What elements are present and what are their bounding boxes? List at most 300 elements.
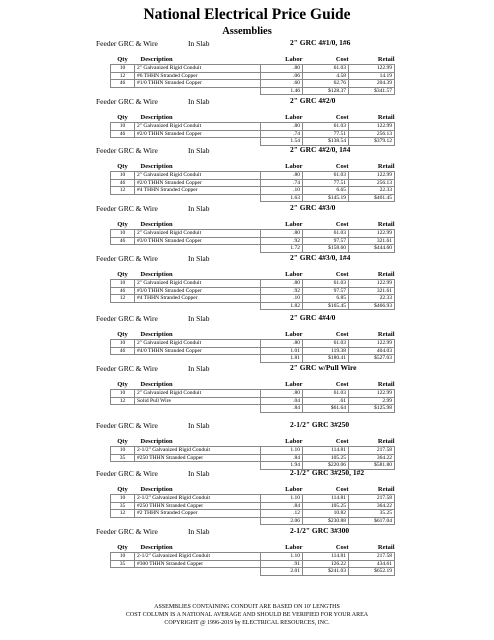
cell-retail: 2.99 bbox=[349, 397, 395, 405]
conduit-spec: 2" GRC 4#1/0, 1#6 bbox=[290, 38, 351, 47]
cell-description: 2-1/2" Galvanized Rigid Conduit bbox=[135, 553, 261, 561]
cell-qty: 10 bbox=[111, 340, 135, 348]
cell-labor: .10 bbox=[261, 187, 303, 195]
conduit-spec: 2" GRC 4#2/0, 1#4 bbox=[290, 145, 351, 154]
table-row bbox=[111, 390, 395, 398]
header-description: Description bbox=[140, 381, 173, 388]
header-cost: Cost bbox=[335, 221, 349, 228]
cell-qty: 46 bbox=[111, 80, 135, 88]
cell-retail: 204.39 bbox=[349, 80, 395, 88]
table-row bbox=[111, 237, 395, 245]
cell-retail: 22.33 bbox=[349, 295, 395, 303]
cell-retail: 122.99 bbox=[349, 280, 395, 288]
table-row bbox=[111, 447, 395, 455]
cell-cost: 61.03 bbox=[303, 280, 349, 288]
cell-qty: 46 bbox=[111, 287, 135, 295]
header-description: Description bbox=[140, 56, 173, 63]
feeder-type: Feeder GRC & Wire bbox=[96, 146, 158, 155]
header-description: Description bbox=[140, 331, 173, 338]
table-header-row bbox=[111, 113, 395, 123]
table-row bbox=[111, 287, 395, 295]
cell-labor: 1.10 bbox=[261, 553, 303, 561]
total-row bbox=[111, 245, 395, 253]
cell-qty: 46 bbox=[111, 130, 135, 138]
header-qty: Qty bbox=[117, 438, 128, 445]
assembly-table bbox=[110, 220, 395, 253]
total-cost: $158.60 bbox=[303, 245, 349, 253]
total-cost: $138.54 bbox=[303, 138, 349, 146]
cell-retail: 321.61 bbox=[349, 287, 395, 295]
page-title: National Electrical Price Guide bbox=[143, 6, 351, 23]
cell-description: 2" Galvanized Rigid Conduit bbox=[135, 390, 261, 398]
cell-description: #250 THHN Stranded Copper bbox=[135, 454, 261, 462]
table-header-row bbox=[111, 270, 395, 280]
feeder-location: In Slab bbox=[188, 314, 210, 323]
feeder-location: In Slab bbox=[188, 527, 210, 536]
cell-description: 2" Galvanized Rigid Conduit bbox=[135, 123, 261, 131]
cell-cost: 97.57 bbox=[303, 287, 349, 295]
cell-labor: .80 bbox=[261, 340, 303, 348]
feeder-location: In Slab bbox=[188, 39, 210, 48]
cell-qty: 46 bbox=[111, 179, 135, 187]
conduit-spec: 2" GRC 4#3/0, 1#4 bbox=[290, 253, 351, 262]
cell-labor: .84 bbox=[261, 454, 303, 462]
feeder-type: Feeder GRC & Wire bbox=[96, 254, 158, 263]
table-header-row bbox=[111, 55, 395, 65]
table-row bbox=[111, 172, 395, 180]
table-row bbox=[111, 397, 395, 405]
assembly-table bbox=[110, 270, 395, 310]
cell-description: #4 THHN Stranded Copper bbox=[135, 187, 261, 195]
cell-labor: .92 bbox=[261, 237, 303, 245]
cell-labor: .04 bbox=[261, 397, 303, 405]
total-cost: $61.64 bbox=[303, 405, 349, 413]
header-labor: Labor bbox=[285, 486, 303, 493]
assembly-section bbox=[0, 38, 494, 95]
feeder-type: Feeder GRC & Wire bbox=[96, 204, 158, 213]
cell-qty: 10 bbox=[111, 553, 135, 561]
cell-qty: 46 bbox=[111, 237, 135, 245]
total-retail: $652.19 bbox=[349, 568, 395, 576]
total-cost: $230.88 bbox=[303, 517, 349, 525]
feeder-type: Feeder GRC & Wire bbox=[96, 527, 158, 536]
total-labor: 1.94 bbox=[261, 462, 303, 470]
table-header-row bbox=[111, 543, 395, 553]
conduit-spec: 2" GRC 4#2/0 bbox=[290, 96, 336, 105]
cell-labor: .80 bbox=[261, 390, 303, 398]
feeder-line bbox=[0, 145, 494, 156]
header-retail: Retail bbox=[377, 163, 395, 170]
cell-retail: 122.99 bbox=[349, 172, 395, 180]
cell-description: 2" Galvanized Rigid Conduit bbox=[135, 172, 261, 180]
table-row bbox=[111, 340, 395, 348]
cell-labor: .12 bbox=[261, 510, 303, 518]
cell-labor: .10 bbox=[261, 295, 303, 303]
header-description: Description bbox=[140, 438, 173, 445]
feeder-line bbox=[0, 96, 494, 107]
total-blank bbox=[111, 87, 135, 95]
total-cost: $241.03 bbox=[303, 568, 349, 576]
feeder-line bbox=[0, 313, 494, 324]
total-blank bbox=[135, 194, 261, 202]
table-row bbox=[111, 454, 395, 462]
total-labor: 1.72 bbox=[261, 245, 303, 253]
header-labor: Labor bbox=[285, 381, 303, 388]
cell-cost: 114.81 bbox=[303, 495, 349, 503]
cell-retail: 217.58 bbox=[349, 553, 395, 561]
total-blank bbox=[135, 302, 261, 310]
feeder-location: In Slab bbox=[188, 97, 210, 106]
feeder-location: In Slab bbox=[188, 364, 210, 373]
assembly-section bbox=[0, 203, 494, 253]
header-retail: Retail bbox=[377, 544, 395, 551]
cell-qty: 10 bbox=[111, 123, 135, 131]
header-qty: Qty bbox=[117, 163, 128, 170]
header-qty: Qty bbox=[117, 114, 128, 121]
cell-labor: .80 bbox=[261, 172, 303, 180]
cell-description: #2/0 THHN Stranded Copper bbox=[135, 179, 261, 187]
table-row bbox=[111, 280, 395, 288]
total-blank bbox=[111, 405, 135, 413]
assembly-table bbox=[110, 437, 395, 470]
cell-description: 2-1/2" Galvanized Rigid Conduit bbox=[135, 495, 261, 503]
cell-cost: 61.03 bbox=[303, 340, 349, 348]
page-subtitle: Assemblies bbox=[222, 26, 272, 37]
feeder-line bbox=[0, 468, 494, 479]
total-row bbox=[111, 302, 395, 310]
feeder-type: Feeder GRC & Wire bbox=[96, 421, 158, 430]
total-retail: $379.12 bbox=[349, 138, 395, 146]
cell-labor: 1.01 bbox=[261, 347, 303, 355]
table-header-row bbox=[111, 485, 395, 495]
feeder-type: Feeder GRC & Wire bbox=[96, 314, 158, 323]
feeder-location: In Slab bbox=[188, 146, 210, 155]
total-blank bbox=[135, 568, 261, 576]
feeder-type: Feeder GRC & Wire bbox=[96, 469, 158, 478]
table-header-row bbox=[111, 162, 395, 172]
total-blank bbox=[135, 355, 261, 363]
cell-description: #2 THHN Stranded Copper bbox=[135, 510, 261, 518]
total-labor: 2.01 bbox=[261, 568, 303, 576]
header-description: Description bbox=[140, 486, 173, 493]
cell-cost: 61.03 bbox=[303, 172, 349, 180]
feeder-line bbox=[0, 203, 494, 214]
cell-labor: .92 bbox=[261, 287, 303, 295]
cell-labor: .91 bbox=[261, 560, 303, 568]
cell-retail: 35.25 bbox=[349, 510, 395, 518]
table-row bbox=[111, 347, 395, 355]
total-blank bbox=[111, 302, 135, 310]
cell-retail: 364.22 bbox=[349, 454, 395, 462]
header-cost: Cost bbox=[335, 486, 349, 493]
cell-description: #250 THHN Stranded Copper bbox=[135, 502, 261, 510]
table-row bbox=[111, 130, 395, 138]
header-description: Description bbox=[140, 544, 173, 551]
assembly-section bbox=[0, 253, 494, 310]
footer-line-2: COST COLUMN IS A NATIONAL AVERAGE AND SHOULD BE VERIFIED FOR YOUR AREA bbox=[125, 612, 369, 618]
total-labor: 1.81 bbox=[261, 355, 303, 363]
cell-qty: 35 bbox=[111, 502, 135, 510]
cell-retail: 364.22 bbox=[349, 502, 395, 510]
cell-labor: .80 bbox=[261, 230, 303, 238]
cell-description: #3/0 THHN Stranded Copper bbox=[135, 237, 261, 245]
table-header-row bbox=[111, 330, 395, 340]
header-labor: Labor bbox=[285, 56, 303, 63]
feeder-location: In Slab bbox=[188, 254, 210, 263]
header-qty: Qty bbox=[117, 56, 128, 63]
cell-cost: 119.38 bbox=[303, 347, 349, 355]
feeder-line bbox=[0, 526, 494, 537]
table-row bbox=[111, 187, 395, 195]
table-header-row bbox=[111, 380, 395, 390]
cell-qty: 46 bbox=[111, 347, 135, 355]
feeder-type: Feeder GRC & Wire bbox=[96, 364, 158, 373]
table-row bbox=[111, 510, 395, 518]
total-blank bbox=[135, 245, 261, 253]
conduit-spec: 2-1/2" GRC 3#300 bbox=[290, 526, 350, 535]
table-row bbox=[111, 230, 395, 238]
cell-labor: .60 bbox=[261, 80, 303, 88]
feeder-type: Feeder GRC & Wire bbox=[96, 97, 158, 106]
cell-retail: 256.13 bbox=[349, 130, 395, 138]
cell-cost: 6.65 bbox=[303, 187, 349, 195]
header-labor: Labor bbox=[285, 544, 303, 551]
feeder-line bbox=[0, 363, 494, 374]
cell-qty: 12 bbox=[111, 510, 135, 518]
cell-cost: 114.81 bbox=[303, 553, 349, 561]
header-labor: Labor bbox=[285, 114, 303, 121]
cell-cost: 4.58 bbox=[303, 72, 349, 80]
feeder-line bbox=[0, 253, 494, 264]
feeder-location: In Slab bbox=[188, 469, 210, 478]
cell-qty: 10 bbox=[111, 172, 135, 180]
cell-retail: 122.99 bbox=[349, 340, 395, 348]
header-qty: Qty bbox=[117, 271, 128, 278]
header-retail: Retail bbox=[377, 114, 395, 121]
cell-cost: 77.51 bbox=[303, 179, 349, 187]
cell-labor: .06 bbox=[261, 72, 303, 80]
total-labor: .84 bbox=[261, 405, 303, 413]
table-row bbox=[111, 65, 395, 73]
header-retail: Retail bbox=[377, 56, 395, 63]
header-description: Description bbox=[140, 114, 173, 121]
feeder-location: In Slab bbox=[188, 204, 210, 213]
footer-line-1: ASSEMBLIES CONTAINING CONDUIT ARE BASED ON 10' LENGTHS bbox=[154, 604, 340, 610]
assembly-section bbox=[0, 145, 494, 202]
table-row bbox=[111, 495, 395, 503]
cell-description: 2" Galvanized Rigid Conduit bbox=[135, 65, 261, 73]
cell-qty: 10 bbox=[111, 495, 135, 503]
conduit-spec: 2-1/2" GRC 3#250, 1#2 bbox=[290, 468, 365, 477]
assembly-table bbox=[110, 543, 395, 576]
header-cost: Cost bbox=[335, 271, 349, 278]
cell-qty: 35 bbox=[111, 454, 135, 462]
header-retail: Retail bbox=[377, 221, 395, 228]
total-retail: $401.45 bbox=[349, 194, 395, 202]
cell-description: 2" Galvanized Rigid Conduit bbox=[135, 280, 261, 288]
feeder-location: In Slab bbox=[188, 421, 210, 430]
cell-description: 2-1/2" Galvanized Rigid Conduit bbox=[135, 447, 261, 455]
header-qty: Qty bbox=[117, 331, 128, 338]
assembly-table bbox=[110, 55, 395, 95]
assembly-section bbox=[0, 526, 494, 576]
cell-cost: 97.57 bbox=[303, 237, 349, 245]
table-row bbox=[111, 179, 395, 187]
header-cost: Cost bbox=[335, 381, 349, 388]
cell-labor: .80 bbox=[261, 65, 303, 73]
cell-qty: 10 bbox=[111, 390, 135, 398]
cell-description: 2" Galvanized Rigid Conduit bbox=[135, 230, 261, 238]
header-qty: Qty bbox=[117, 544, 128, 551]
cell-retail: 14.19 bbox=[349, 72, 395, 80]
cell-cost: 77.51 bbox=[303, 130, 349, 138]
cell-retail: 434.61 bbox=[349, 560, 395, 568]
conduit-spec: 2" GRC 4#4/0 bbox=[290, 313, 336, 322]
cell-labor: .84 bbox=[261, 502, 303, 510]
header-cost: Cost bbox=[335, 438, 349, 445]
total-retail: $527.03 bbox=[349, 355, 395, 363]
header-description: Description bbox=[140, 221, 173, 228]
header-description: Description bbox=[140, 163, 173, 170]
total-retail: $466.93 bbox=[349, 302, 395, 310]
table-header-row bbox=[111, 437, 395, 447]
cell-labor: .80 bbox=[261, 123, 303, 131]
feeder-type: Feeder GRC & Wire bbox=[96, 39, 158, 48]
header-qty: Qty bbox=[117, 486, 128, 493]
cell-description: #3/0 THHN Stranded Copper bbox=[135, 287, 261, 295]
total-blank bbox=[135, 87, 261, 95]
table-row bbox=[111, 72, 395, 80]
table-header-row bbox=[111, 220, 395, 230]
assembly-table bbox=[110, 485, 395, 525]
assembly-section bbox=[0, 363, 494, 413]
header-qty: Qty bbox=[117, 221, 128, 228]
cell-description: #1/0 THHN Stranded Copper bbox=[135, 80, 261, 88]
cell-retail: 217.58 bbox=[349, 495, 395, 503]
cell-description: Solid Pull Wire bbox=[135, 397, 261, 405]
cell-qty: 10 bbox=[111, 280, 135, 288]
cell-qty: 12 bbox=[111, 397, 135, 405]
total-blank bbox=[111, 355, 135, 363]
total-row bbox=[111, 194, 395, 202]
header-retail: Retail bbox=[377, 486, 395, 493]
cell-cost: 105.25 bbox=[303, 502, 349, 510]
header-cost: Cost bbox=[335, 544, 349, 551]
cell-retail: 256.13 bbox=[349, 179, 395, 187]
cell-retail: 217.58 bbox=[349, 447, 395, 455]
cell-qty: 12 bbox=[111, 72, 135, 80]
cell-retail: 404.03 bbox=[349, 347, 395, 355]
table-row bbox=[111, 295, 395, 303]
total-blank bbox=[135, 517, 261, 525]
total-labor: 2.06 bbox=[261, 517, 303, 525]
total-labor: 1.63 bbox=[261, 194, 303, 202]
cell-retail: 22.33 bbox=[349, 187, 395, 195]
total-row bbox=[111, 355, 395, 363]
cell-qty: 10 bbox=[111, 230, 135, 238]
total-labor: 1.82 bbox=[261, 302, 303, 310]
cell-qty: 10 bbox=[111, 65, 135, 73]
table-row bbox=[111, 553, 395, 561]
conduit-spec: 2-1/2" GRC 3#250 bbox=[290, 420, 350, 429]
total-blank bbox=[111, 517, 135, 525]
assembly-table bbox=[110, 330, 395, 363]
table-row bbox=[111, 80, 395, 88]
cell-retail: 122.99 bbox=[349, 230, 395, 238]
total-retail: $444.60 bbox=[349, 245, 395, 253]
cell-cost: 61.03 bbox=[303, 123, 349, 131]
header-description: Description bbox=[140, 271, 173, 278]
cell-qty: 35 bbox=[111, 560, 135, 568]
cell-cost: 10.82 bbox=[303, 510, 349, 518]
assembly-section bbox=[0, 420, 494, 470]
cell-cost: 105.25 bbox=[303, 454, 349, 462]
total-cost: $145.19 bbox=[303, 194, 349, 202]
cell-retail: 122.99 bbox=[349, 65, 395, 73]
total-blank bbox=[111, 568, 135, 576]
cell-cost: 6.85 bbox=[303, 295, 349, 303]
cell-cost: 61.03 bbox=[303, 230, 349, 238]
header-retail: Retail bbox=[377, 271, 395, 278]
cell-cost: 61.03 bbox=[303, 390, 349, 398]
header-cost: Cost bbox=[335, 114, 349, 121]
assembly-table bbox=[110, 380, 395, 413]
total-row bbox=[111, 87, 395, 95]
total-blank bbox=[111, 194, 135, 202]
assembly-section bbox=[0, 96, 494, 146]
table-row bbox=[111, 560, 395, 568]
total-labor: 1.54 bbox=[261, 138, 303, 146]
feeder-line bbox=[0, 420, 494, 431]
assembly-table bbox=[110, 162, 395, 202]
cell-qty: 10 bbox=[111, 447, 135, 455]
table-row bbox=[111, 502, 395, 510]
header-labor: Labor bbox=[285, 438, 303, 445]
cell-cost: 126.22 bbox=[303, 560, 349, 568]
cell-description: 2" Galvanized Rigid Conduit bbox=[135, 340, 261, 348]
header-qty: Qty bbox=[117, 381, 128, 388]
header-cost: Cost bbox=[335, 163, 349, 170]
cell-cost: .61 bbox=[303, 397, 349, 405]
header-labor: Labor bbox=[285, 221, 303, 228]
assembly-section bbox=[0, 313, 494, 363]
total-blank bbox=[111, 245, 135, 253]
total-cost: $165.45 bbox=[303, 302, 349, 310]
cell-cost: 61.03 bbox=[303, 65, 349, 73]
footer-line-3: COPYRIGHT @ 1996-2019 by ELECTRICAL RESOURCES, INC. bbox=[164, 620, 330, 626]
cell-labor: 1.10 bbox=[261, 447, 303, 455]
cell-labor: .80 bbox=[261, 280, 303, 288]
cell-description: #4/0 THHN Stranded Copper bbox=[135, 347, 261, 355]
total-cost: $128.37 bbox=[303, 87, 349, 95]
footer bbox=[0, 603, 494, 627]
total-labor: 1.46 bbox=[261, 87, 303, 95]
cell-labor: .74 bbox=[261, 130, 303, 138]
cell-cost: 114.81 bbox=[303, 447, 349, 455]
cell-description: #300 THHN Stranded Copper bbox=[135, 560, 261, 568]
feeder-line bbox=[0, 38, 494, 49]
cell-description: #6 THHN Stranded Copper bbox=[135, 72, 261, 80]
header-cost: Cost bbox=[335, 56, 349, 63]
cell-retail: 122.99 bbox=[349, 123, 395, 131]
header-retail: Retail bbox=[377, 438, 395, 445]
cell-labor: 1.10 bbox=[261, 495, 303, 503]
cell-retail: 321.61 bbox=[349, 237, 395, 245]
header-labor: Labor bbox=[285, 271, 303, 278]
header-labor: Labor bbox=[285, 163, 303, 170]
total-blank bbox=[135, 405, 261, 413]
table-row bbox=[111, 123, 395, 131]
